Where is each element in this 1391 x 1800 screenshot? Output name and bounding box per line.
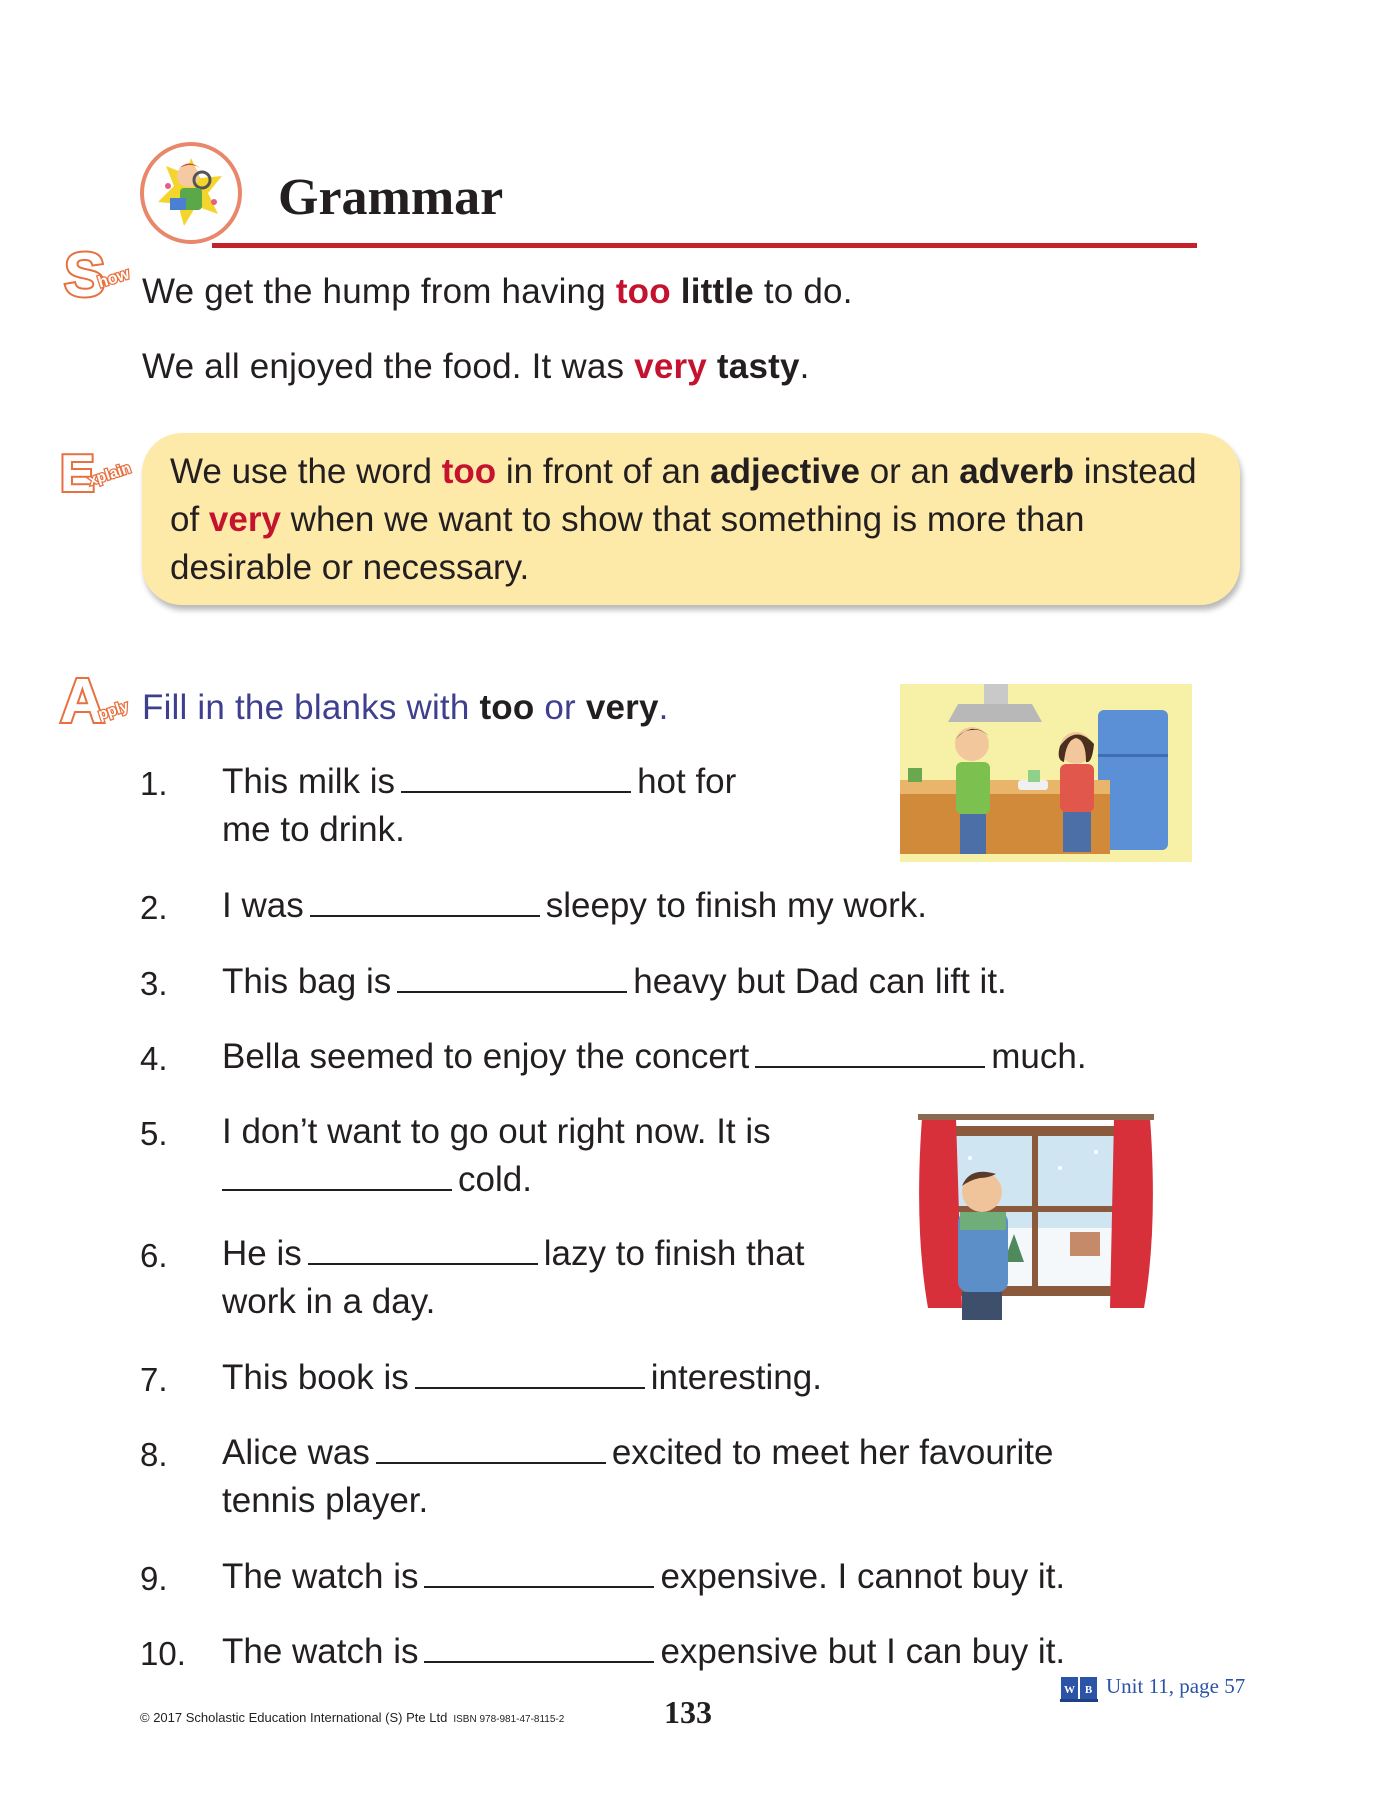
question-number: 5. — [140, 1115, 168, 1152]
question-6-cont: work in a day. — [222, 1282, 436, 1321]
question-10: The watch is expensive but I can buy it. — [222, 1632, 1066, 1671]
show-example-1: We get the hump from having too little to do. — [142, 272, 853, 311]
answer-blank[interactable] — [376, 1432, 606, 1464]
question-3: This bag is heavy but Dad can lift it. — [222, 962, 1007, 1001]
workbook-icon-letter-w: W — [1064, 1684, 1075, 1696]
explain-text: We use the word too in front of an adjective or an adverb instead of very when we want to show that something is more than desirable or necessary. — [170, 452, 1197, 587]
question-8: Alice was excited to meet her favourite — [222, 1433, 1054, 1472]
question-8-cont: tennis player. — [222, 1481, 429, 1520]
question-1: This milk is hot for — [222, 762, 737, 801]
question-number: 6. — [140, 1237, 168, 1274]
question-number: 1. — [140, 765, 168, 802]
workbook-icon-letter-b: B — [1084, 1684, 1093, 1696]
explain-badge-word: xplain — [86, 459, 133, 490]
child-reading-icon — [144, 146, 238, 240]
explain-badge — [60, 445, 146, 504]
apply-badge-word: pply — [96, 697, 131, 724]
question-5: I don’t want to go out right now. It is — [222, 1112, 771, 1151]
kitchen-illustration — [900, 684, 1192, 862]
answer-blank[interactable] — [310, 885, 540, 917]
winter-window-illustration — [900, 1108, 1168, 1320]
question-2: I was sleepy to finish my work. — [222, 886, 927, 925]
answer-blank[interactable] — [401, 761, 631, 793]
answer-blank[interactable] — [415, 1357, 645, 1389]
answer-blank[interactable] — [755, 1036, 985, 1068]
apply-badge-letter: A — [60, 667, 105, 736]
answer-blank[interactable] — [308, 1233, 538, 1265]
apply-instruction: Fill in the blanks with too or very. — [142, 688, 669, 727]
answer-blank[interactable] — [222, 1159, 452, 1191]
title-divider — [212, 243, 1197, 248]
question-6: He is lazy to finish that — [222, 1234, 805, 1273]
grammar-logo — [140, 142, 242, 244]
question-7: This book is interesting. — [222, 1358, 822, 1397]
explain-badge-letter: E — [60, 445, 95, 503]
show-example-2: We all enjoyed the food. It was very tasty. — [142, 347, 810, 386]
question-number: 9. — [140, 1560, 168, 1597]
workbook-reference: Unit 11, page 57 — [1106, 1674, 1246, 1698]
question-number: 3. — [140, 965, 168, 1002]
show-badge — [64, 241, 144, 312]
answer-blank[interactable] — [424, 1631, 654, 1663]
question-4: Bella seemed to enjoy the concert much. — [222, 1037, 1087, 1076]
question-number: 10. — [140, 1635, 186, 1672]
question-number: 7. — [140, 1361, 168, 1398]
question-number: 2. — [140, 889, 168, 926]
workbook-icon — [1060, 1676, 1098, 1702]
apply-badge — [60, 667, 144, 738]
page-title: Grammar — [278, 169, 504, 226]
show-badge-word: how — [96, 265, 132, 292]
question-5-cont: cold. — [222, 1156, 532, 1204]
page-number: 133 — [664, 1694, 712, 1730]
show-badge-letter: S — [64, 241, 106, 310]
isbn: ISBN 978-981-47-8115-2 — [453, 1714, 565, 1725]
question-1-cont: me to drink. — [222, 810, 405, 849]
question-number: 4. — [140, 1040, 168, 1077]
answer-blank[interactable] — [397, 961, 627, 993]
copyright-notice: © 2017 Scholastic Education International (S) Pte Ltd ISBN 978-981-47-8115-2 — [140, 1710, 565, 1725]
answer-blank[interactable] — [424, 1556, 654, 1588]
question-9: The watch is expensive. I cannot buy it. — [222, 1557, 1066, 1596]
question-number: 8. — [140, 1436, 168, 1473]
